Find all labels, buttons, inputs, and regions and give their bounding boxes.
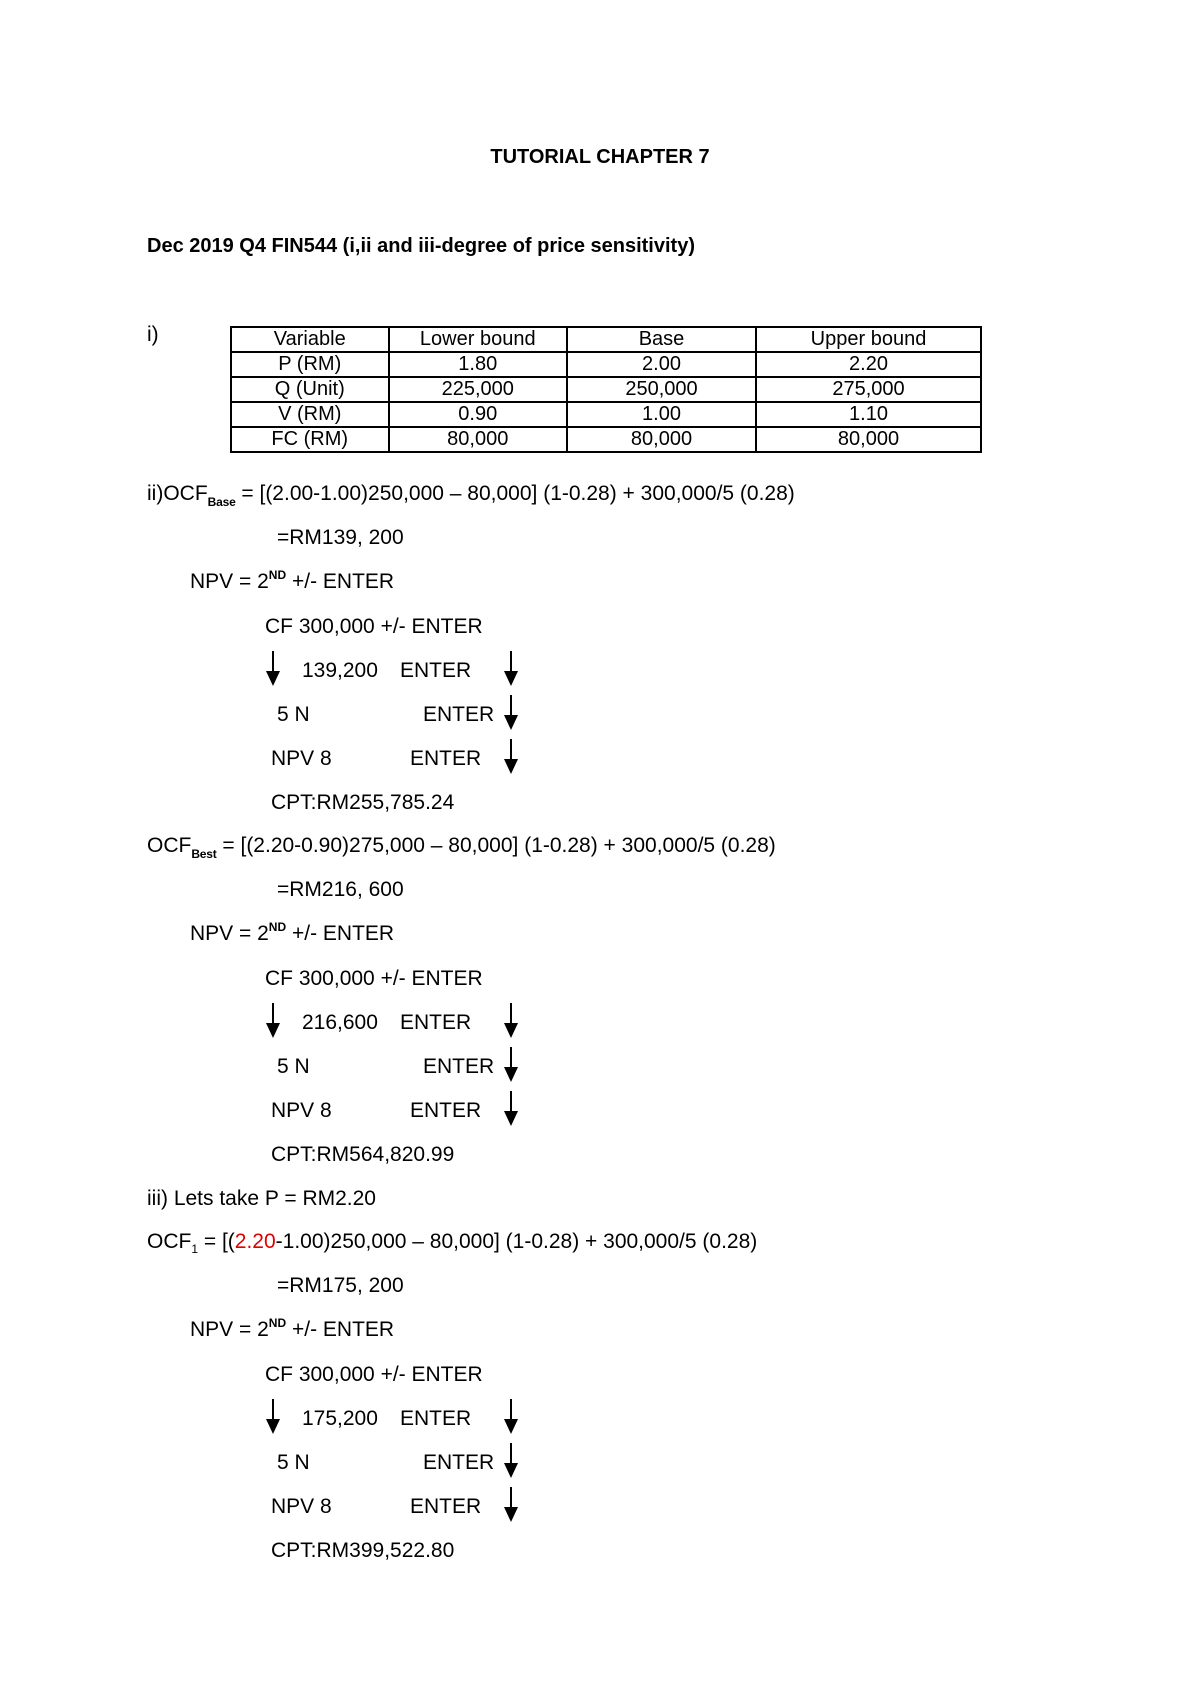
table-cell: 80,000 [756, 427, 981, 452]
discount-rate-enter: ENTER [410, 747, 482, 770]
discount-rate-label: NPV 8 [271, 1099, 332, 1122]
document-title: TUTORIAL CHAPTER 7 [490, 146, 710, 168]
table-cell: P (RM) [231, 352, 389, 377]
table-cell: FC (RM) [231, 427, 389, 452]
table-cell: Q (Unit) [231, 377, 389, 402]
cash-flow-value: 175,200 [302, 1407, 378, 1430]
cash-flow-enter: ENTER [400, 659, 472, 682]
periods-label: 5 N [277, 1055, 310, 1078]
periods-label: 5 N [277, 703, 310, 726]
down-arrow-icon [265, 651, 281, 687]
table-cell: 1.80 [389, 352, 568, 377]
question-heading: Dec 2019 Q4 FIN544 (i,ii and iii-degree of price sensitivity) [147, 235, 695, 257]
down-arrow-icon [503, 1091, 519, 1127]
cf-initial-step: CF 300,000 +/- ENTER [265, 967, 483, 990]
table-cell: 80,000 [567, 427, 756, 452]
npv-clear-step: NPV = 2ND +/- ENTER [190, 1316, 395, 1341]
table-cell: 250,000 [567, 377, 756, 402]
highlighted-price: 2.20 [234, 1230, 276, 1253]
periods-label: 5 N [277, 1451, 310, 1474]
table-cell: 1.10 [756, 402, 981, 427]
table-row [231, 352, 981, 377]
cash-flow-value: 139,200 [302, 659, 378, 682]
table-header-cell: Base [567, 327, 756, 352]
table-row [231, 427, 981, 452]
periods-enter: ENTER [423, 703, 495, 726]
down-arrow-icon [503, 1399, 519, 1435]
down-arrow-icon [265, 1399, 281, 1435]
table-header-cell: Upper bound [756, 327, 981, 352]
table-cell: 1.00 [567, 402, 756, 427]
npv-clear-step: NPV = 2ND +/- ENTER [190, 920, 395, 945]
table-cell: V (RM) [231, 402, 389, 427]
npv-clear-step: NPV = 2ND +/- ENTER [190, 568, 395, 593]
table-cell: 0.90 [389, 402, 568, 427]
table-header-cell: Lower bound [389, 327, 568, 352]
table-cell: 225,000 [389, 377, 568, 402]
part-i-label: i) [147, 323, 159, 346]
table-row [231, 377, 981, 402]
down-arrow-icon [503, 695, 519, 731]
ocf-base-equation: $ii)OCF_{Base} = [(2.00-1.00)250,000 - 80,000] (1-0.28) + 300,000/5$ (0.28) [147, 482, 795, 509]
table-header-row [231, 327, 981, 352]
cf-initial-step: CF 300,000 +/- ENTER [265, 1363, 483, 1386]
table-cell: 275,000 [756, 377, 981, 402]
periods-enter: ENTER [423, 1451, 495, 1474]
down-arrow-icon [265, 1003, 281, 1039]
npv-result: CPT:RM255,785.24 [271, 791, 455, 814]
ocf1-result: =RM175, 200 [277, 1274, 404, 1297]
table-cell: 80,000 [389, 427, 568, 452]
ocf-best-result: =RM216, 600 [277, 878, 404, 901]
cash-flow-value: 216,600 [302, 1011, 378, 1034]
down-arrow-icon [503, 739, 519, 775]
down-arrow-icon [503, 1487, 519, 1523]
table-cell: 2.20 [756, 352, 981, 377]
discount-rate-label: NPV 8 [271, 747, 332, 770]
discount-rate-label: NPV 8 [271, 1495, 332, 1518]
table-header-cell: Variable [231, 327, 389, 352]
down-arrow-icon [503, 1003, 519, 1039]
cash-flow-enter: ENTER [400, 1407, 472, 1430]
ocf-best-equation: $OCF_{Best} = [(2.20-0.90)275,000 - 80,000] (1-0.28) + 300,000/5$ (0.28) [147, 834, 776, 861]
periods-enter: ENTER [423, 1055, 495, 1078]
discount-rate-enter: ENTER [410, 1495, 482, 1518]
cash-flow-enter: ENTER [400, 1011, 472, 1034]
ocf-base-result: =RM139, 200 [277, 526, 404, 549]
ocf1-equation: $OCF_1 = [(2.20-1.00)250,000 - 80,000] (1-0.28) + 300,000/5$ (0.28) [147, 1230, 758, 1256]
npv-result: CPT:RM399,522.80 [271, 1539, 455, 1562]
discount-rate-enter: ENTER [410, 1099, 482, 1122]
down-arrow-icon [503, 651, 519, 687]
table-cell: 2.00 [567, 352, 756, 377]
part-iii-label: iii) Lets take P = RM2.20 [147, 1187, 376, 1210]
npv-result: CPT:RM564,820.99 [271, 1143, 455, 1166]
down-arrow-icon [503, 1047, 519, 1083]
variables-table [230, 326, 982, 453]
down-arrow-icon [503, 1443, 519, 1479]
table-row [231, 402, 981, 427]
cf-initial-step: CF 300,000 +/- ENTER [265, 615, 483, 638]
